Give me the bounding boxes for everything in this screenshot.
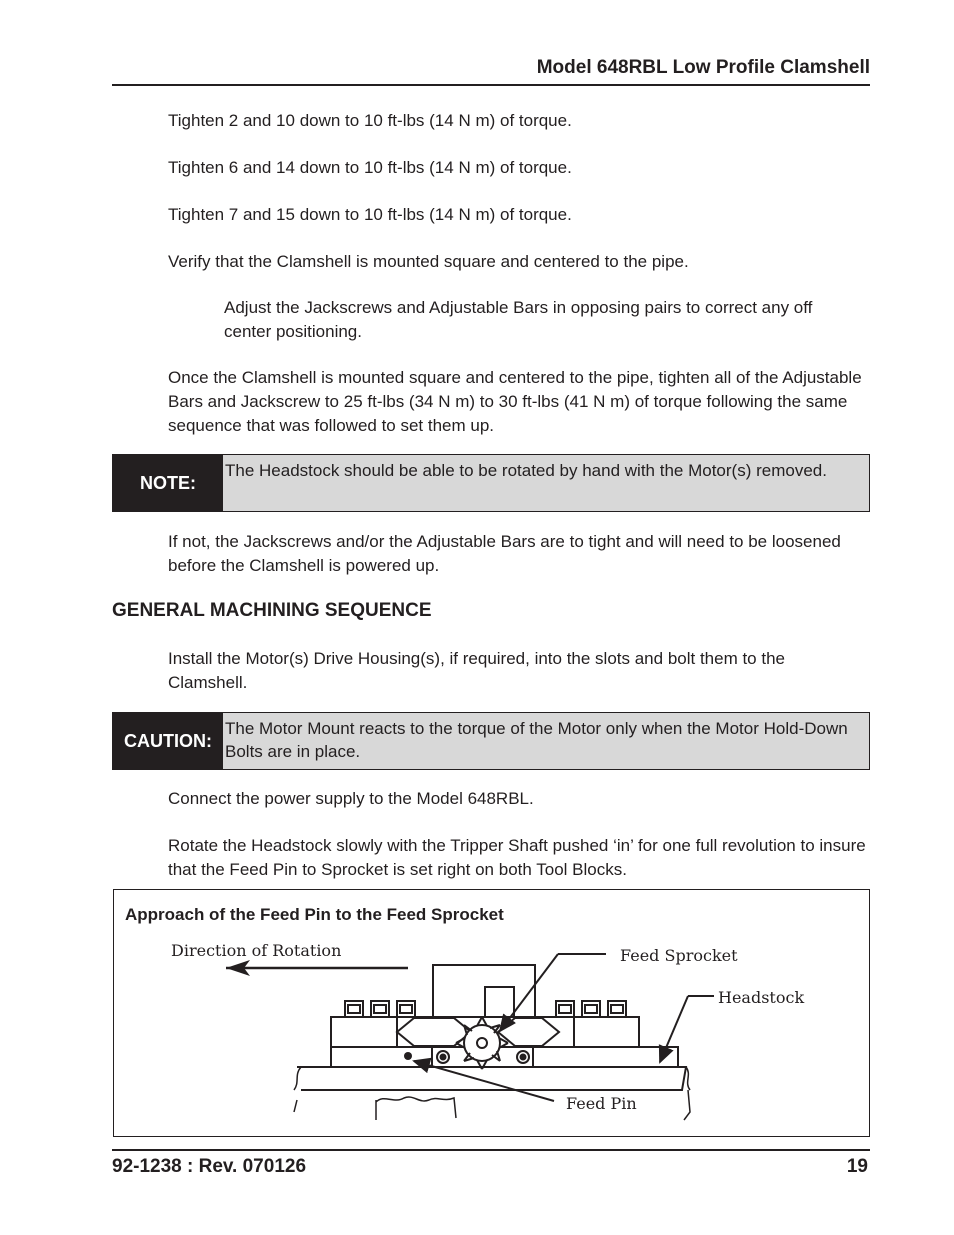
- paragraph-rotate-headstock: Rotate the Headstock slowly with the Tripper Shaft pushed ‘in’ for one full revolution to insure that the Feed Pin to Sprocket is set right on both Tool Blocks.: [168, 836, 866, 879]
- label-direction-of-rotation: Direction of Rotation: [171, 941, 342, 960]
- label-feed-pin: Feed Pin: [566, 1094, 637, 1113]
- paragraph-tighten-all: Once the Clamshell is mounted square and centered to the pipe, tighten all of the Adjustable Bars and Jackscrew to 25 ft-lbs (34 N m) to 30 ft-lbs (41 N m) of torque following the same sequence that was followed to set them up.: [168, 368, 862, 435]
- note-text: The Headstock should be able to be rotated by hand with the Motor(s) removed.: [225, 461, 827, 480]
- paragraph-install-motor: Install the Motor(s) Drive Housing(s), if required, into the slots and bolt them to the Clamshell.: [168, 649, 785, 692]
- footer-rule: [112, 1149, 870, 1151]
- section-heading: GENERAL MACHINING SEQUENCE: [112, 600, 432, 621]
- paragraph-connect-power: Connect the power supply to the Model 648RBL.: [168, 789, 534, 808]
- footer-page-number: 19: [846, 1156, 868, 1177]
- caution-label: CAUTION:: [113, 713, 223, 769]
- bolt-heads-left: [345, 1001, 415, 1017]
- feed-mechanism-diagram: [114, 890, 869, 1136]
- note-callout: [112, 454, 870, 512]
- paragraph-tighten-6-14: Tighten 6 and 14 down to 10 ft-lbs (14 N m) of torque.: [168, 158, 572, 177]
- paragraph-tighten-7-15: Tighten 7 and 15 down to 10 ft-lbs (14 N m) of torque.: [168, 205, 572, 224]
- headstock-bar: [331, 1047, 678, 1067]
- figure-caption: Approach of the Feed Pin to the Feed Sprocket: [125, 905, 504, 924]
- paragraph-adjust-jackscrews: Adjust the Jackscrews and Adjustable Bars in opposing pairs to correct any off center positioning.: [224, 298, 813, 341]
- footer-doc-number: 92-1238 : Rev. 070126: [112, 1156, 307, 1177]
- figure-feed-pin-approach: [113, 889, 870, 1137]
- bolt-heads-right: [556, 1001, 626, 1017]
- pipe-surface: [297, 1067, 686, 1090]
- caution-text: The Motor Mount reacts to the torque of the Motor only when the Motor Hold-Down Bolts are in place.: [225, 719, 848, 761]
- paragraph-tighten-2-10: Tighten 2 and 10 down to 10 ft-lbs (14 N m) of torque.: [168, 111, 572, 130]
- note-label: NOTE:: [113, 455, 223, 511]
- header-rule: [112, 84, 870, 86]
- label-headstock: Headstock: [718, 988, 805, 1007]
- feed-pin: [404, 1052, 412, 1060]
- page-header-title: Model 648RBL Low Profile Clamshell: [536, 57, 870, 78]
- paragraph-verify-square: Verify that the Clamshell is mounted square and centered to the pipe.: [168, 252, 689, 271]
- caution-callout: [112, 712, 870, 770]
- label-feed-sprocket: Feed Sprocket: [620, 946, 738, 965]
- paragraph-if-not: If not, the Jackscrews and/or the Adjustable Bars are to tight and will need to be loosened before the Clamshell is powered up.: [168, 532, 841, 575]
